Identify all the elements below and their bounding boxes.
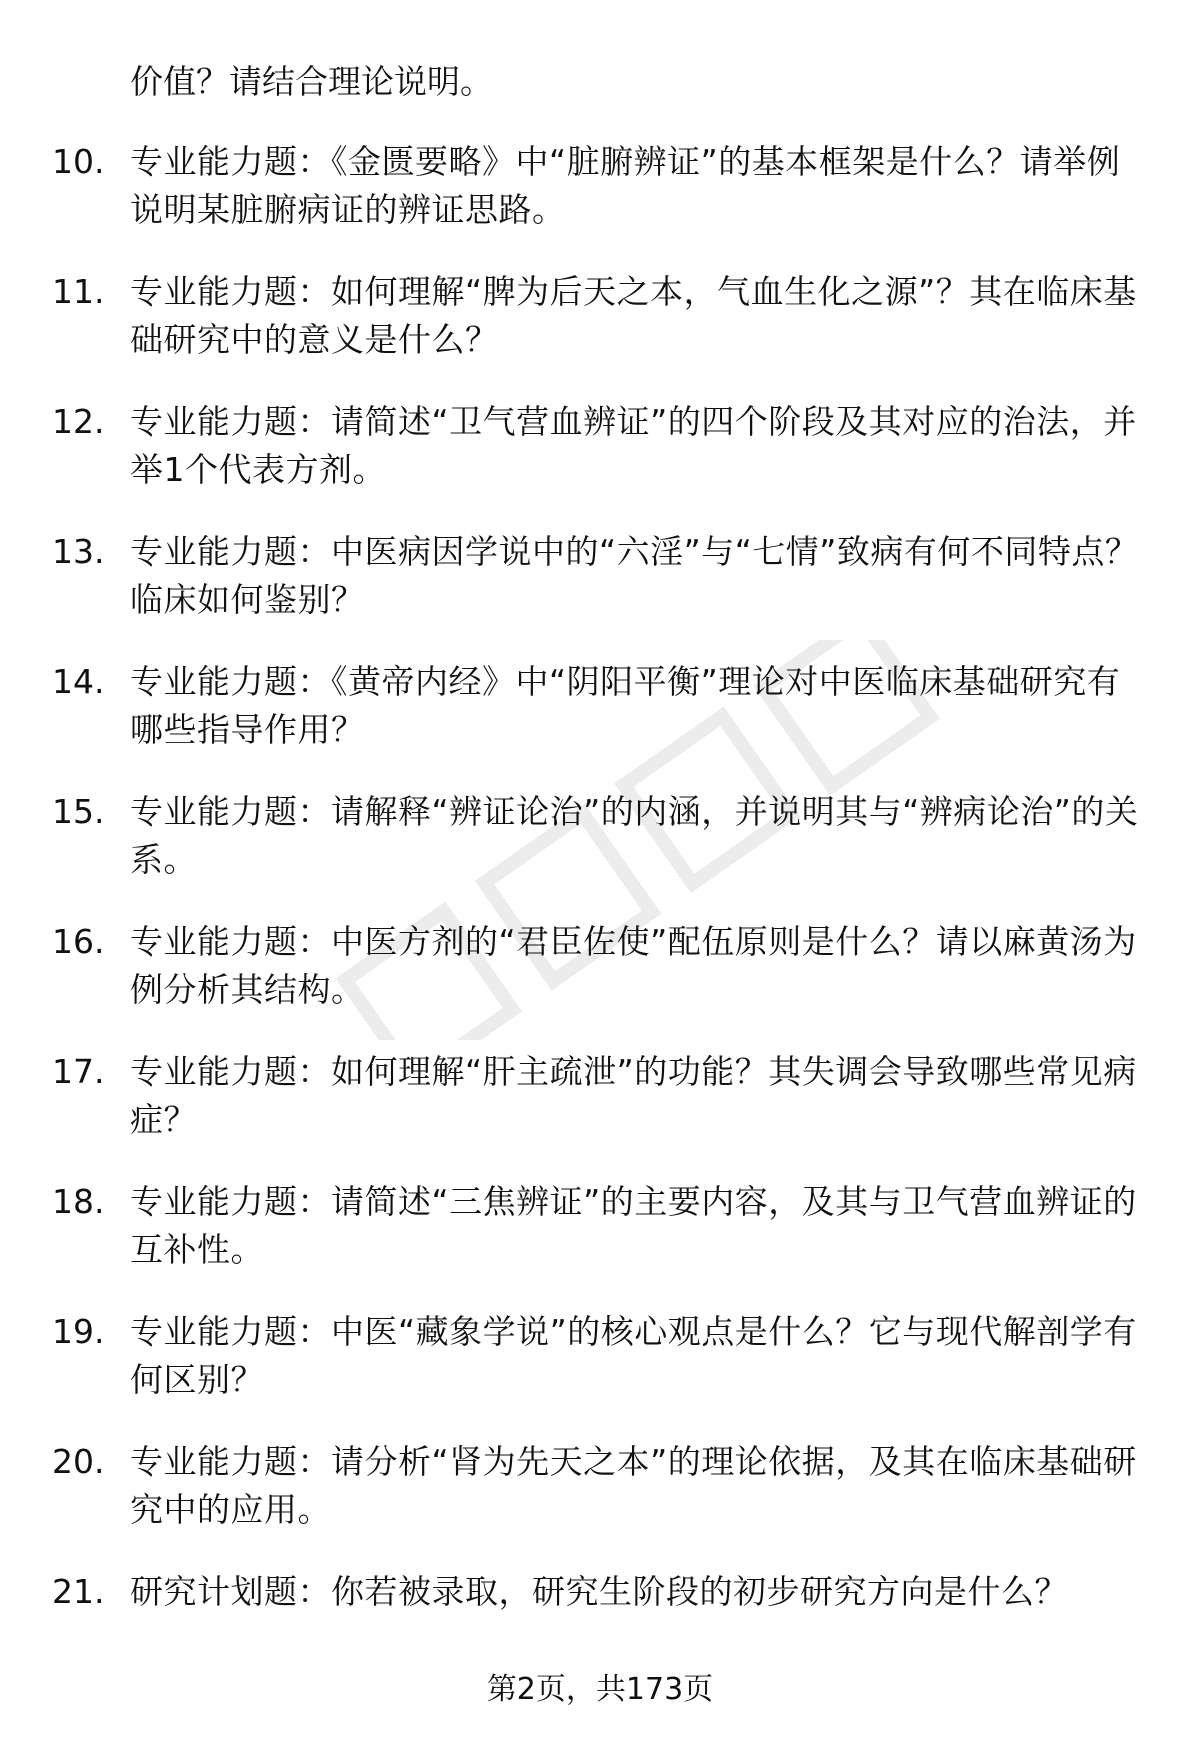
question-item [0, 788, 1200, 918]
question-number: 11. [52, 272, 105, 311]
question-text: 专业能力题：如何理解“脾为后天之本，气血生化之源”？其在临床基础研究中的意义是什么？ [130, 272, 1137, 359]
question-number: 21. [52, 1572, 105, 1611]
page-footer: 第2页，共173页 [486, 1672, 714, 1707]
question-text: 专业能力题：请简述“卫气营血辨证”的四个阶段及其对应的治法，并举1个代表方剂。 [130, 402, 1137, 489]
question-item [0, 268, 1200, 398]
question-text: 专业能力题：《金匮要略》中“脏腑辨证”的基本框架是什么？请举例说明某脏腑病证的辨证思路。 [130, 142, 1121, 229]
question-text: 专业能力题：中医方剂的“君臣佐使”配伍原则是什么？请以麻黄汤为例分析其结构。 [130, 922, 1137, 1009]
question-number: 20. [52, 1442, 105, 1481]
question-text: 专业能力题：请解释“辨证论治”的内涵，并说明其与“辨病论治”的关系。 [130, 792, 1139, 879]
question-item [0, 138, 1200, 268]
question-number: 19. [52, 1312, 105, 1351]
question-number: 17. [52, 1052, 105, 1091]
question-item [0, 398, 1200, 528]
question-number: 10. [52, 142, 105, 181]
question-item [0, 1308, 1200, 1438]
question-number: 16. [52, 922, 105, 961]
question-number: 13. [52, 532, 105, 571]
question-text: 专业能力题：请分析“肾为先天之本”的理论依据，及其在临床基础研究中的应用。 [130, 1442, 1137, 1529]
question-item [0, 1178, 1200, 1308]
question-text: 专业能力题：《黄帝内经》中“阴阳平衡”理论对中医临床基础研究有哪些指导作用？ [130, 662, 1121, 749]
question-item [0, 1438, 1200, 1568]
question-number: 15. [52, 792, 105, 831]
question-text: 专业能力题：请简述“三焦辨证”的主要内容，及其与卫气营血辨证的互补性。 [130, 1182, 1137, 1269]
question-number: 18. [52, 1182, 105, 1221]
question-text: 专业能力题：中医“藏象学说”的核心观点是什么？它与现代解剖学有何区别？ [130, 1312, 1137, 1399]
question-item [0, 658, 1200, 788]
question-item [0, 918, 1200, 1048]
question-list [0, 138, 1200, 1698]
continuation-text: 价值？请结合理论说明。 [130, 62, 493, 101]
question-text: 专业能力题：中医病因学说中的“六淫”与“七情”致病有何不同特点？临床如何鉴别？ [130, 532, 1139, 619]
question-text: 专业能力题：如何理解“肝主疏泄”的功能？其失调会导致哪些常见病症？ [130, 1052, 1137, 1139]
question-item [0, 1048, 1200, 1178]
question-item [0, 528, 1200, 658]
question-number: 12. [52, 402, 105, 441]
question-number: 14. [52, 662, 105, 701]
question-text: 研究计划题：你若被录取，研究生阶段的初步研究方向是什么？ [130, 1572, 1068, 1611]
